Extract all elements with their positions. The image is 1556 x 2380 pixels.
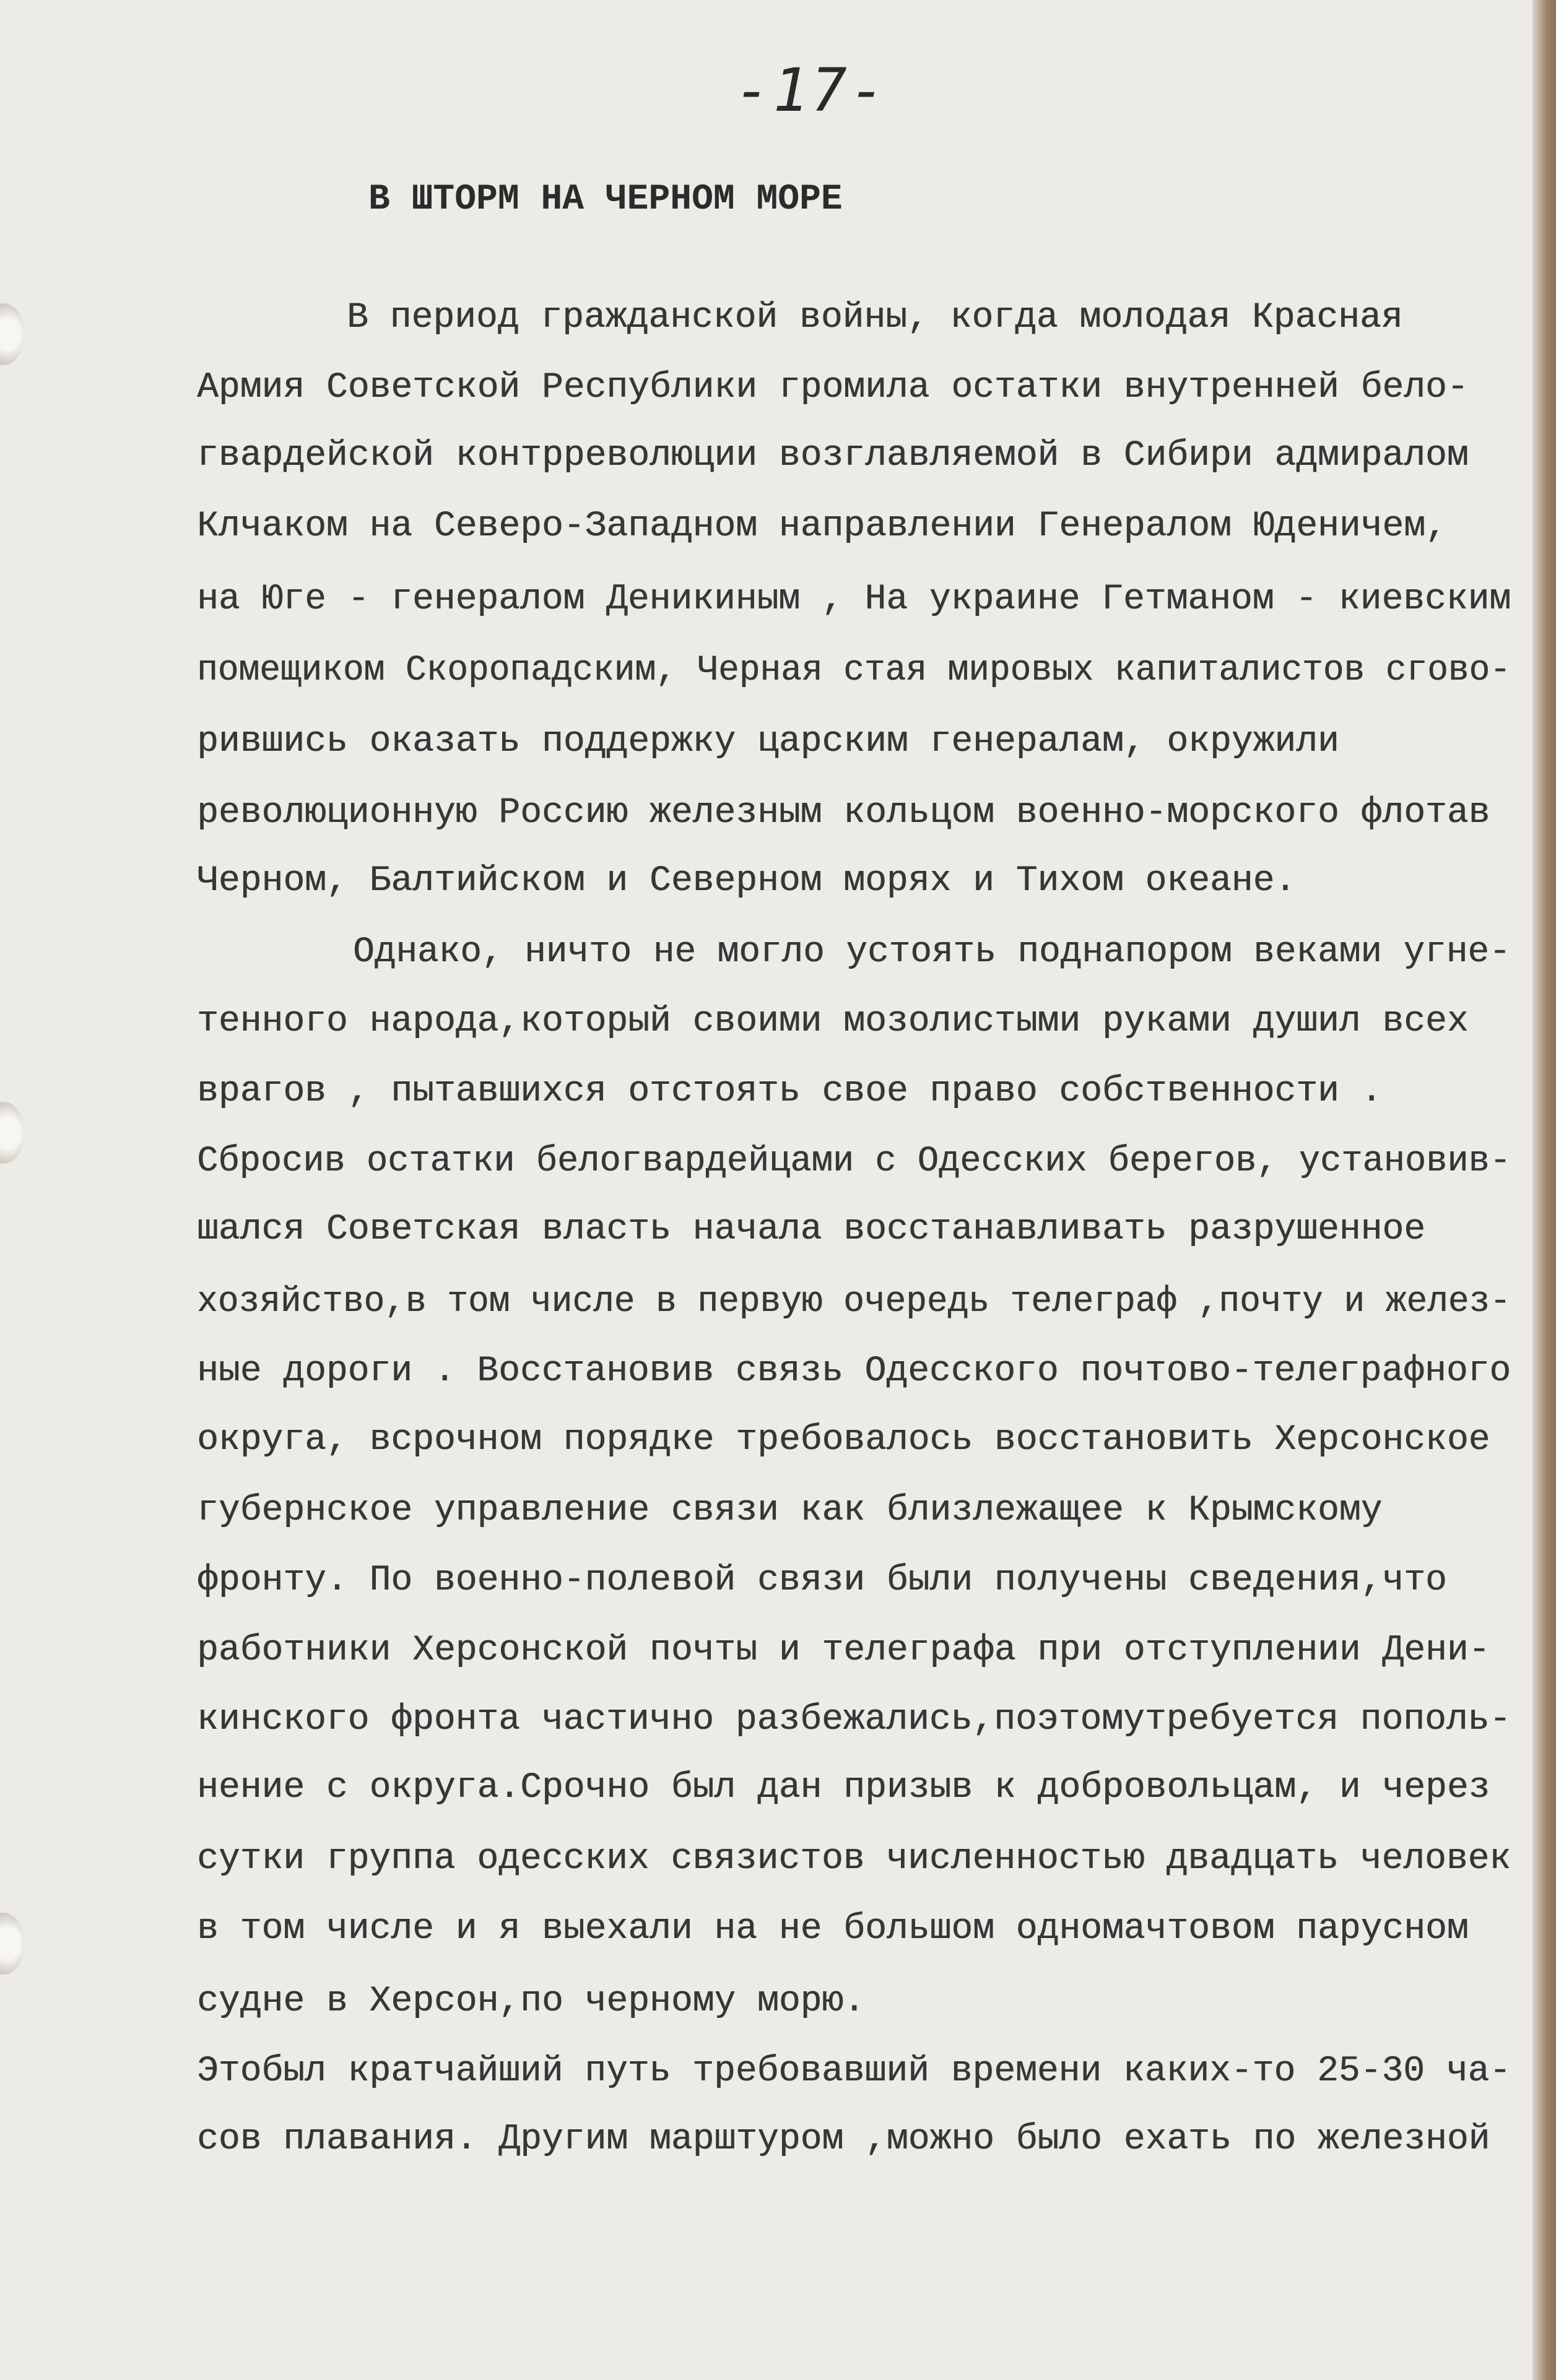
text-line: революционную Россию железным кольцом военно-морского флотав (197, 793, 1490, 833)
text-line: врагов , пытавшихся отстоять свое право собственности . (197, 1071, 1383, 1112)
text-line: Армия Советской Республики громила остатки внутренней бело- (197, 368, 1469, 408)
text-line: Этобыл кратчайший путь требовавший времени каких-то 25-30 ча- (197, 2051, 1511, 2092)
text-line: тенного народа,который своими мозолистыми руками душил всех (197, 1002, 1469, 1042)
text-line: шался Советская власть начала восстанавливать разрушенное (197, 1209, 1425, 1250)
text-line: гвардейской контрреволюции возглавляемой в Сибири адмиралом (197, 436, 1469, 476)
text-line: судне в Херсон,по черному морю. (197, 1981, 865, 2022)
text-line: на Юге - генералом Деникиным , На украине Гетманом - киевским (197, 579, 1511, 620)
punch-hole-bottom (0, 1913, 25, 1975)
text-line: Однако, ничто не могло устоять поднапором веками угне- (353, 932, 1511, 972)
text-line: помещиком Скоропадским, Черная стая мировых капиталистов сгово- (197, 651, 1511, 691)
text-line: округа, всрочном порядке требовалось восстановить Херсонское (197, 1420, 1490, 1460)
text-line: В период гражданской войны, когда молодая Красная (347, 298, 1403, 338)
text-line: кинского фронта частично разбежались,поэтомутребуется пополь- (197, 1700, 1511, 1740)
text-line: ные дороги . Восстановив связь Одесского почтово-телеграфного (197, 1351, 1511, 1391)
document-title: В ШТОРМ НА ЧЕРНОМ МОРЕ (368, 180, 843, 220)
text-line: Черном, Балтийском и Северном морях и Тихом океане. (197, 861, 1297, 901)
text-line: в том числе и я выехали на не большом одномачтовом парусном (197, 1909, 1469, 1949)
text-line: сутки группа одесских связистов численностью двадцать человек (197, 1839, 1511, 1879)
text-line: работники Херсонской почты и телеграфа при отступлении Дени- (197, 1630, 1490, 1671)
page-edge (1532, 0, 1556, 2380)
punch-hole-middle (0, 1102, 25, 1164)
text-line: губернское управление связи как близлежащее к Крымскому (197, 1491, 1383, 1531)
text-line: фронту. По военно-полевой связи были получены сведения,что (197, 1560, 1447, 1601)
text-line: хозяйство,в том числе в первую очередь телеграф ,почту и желез- (197, 1282, 1511, 1322)
text-line: сов плавания. Другим марштуром ,можно было ехать по железной (197, 2119, 1490, 2160)
text-line: Клчаком на Северо-Западном направлении Генералом Юденичем, (197, 506, 1447, 547)
punch-hole-top (0, 303, 25, 365)
text-line: Сбросив остатки белогвардейцами с Одесских берегов, установив- (197, 1141, 1511, 1182)
text-line: нение с округа.Срочно был дан призыв к добровольцам, и через (197, 1768, 1490, 1808)
page-number: -17- (734, 56, 888, 125)
text-line: рившись оказать поддержку царским генералам, окружили (197, 722, 1339, 762)
